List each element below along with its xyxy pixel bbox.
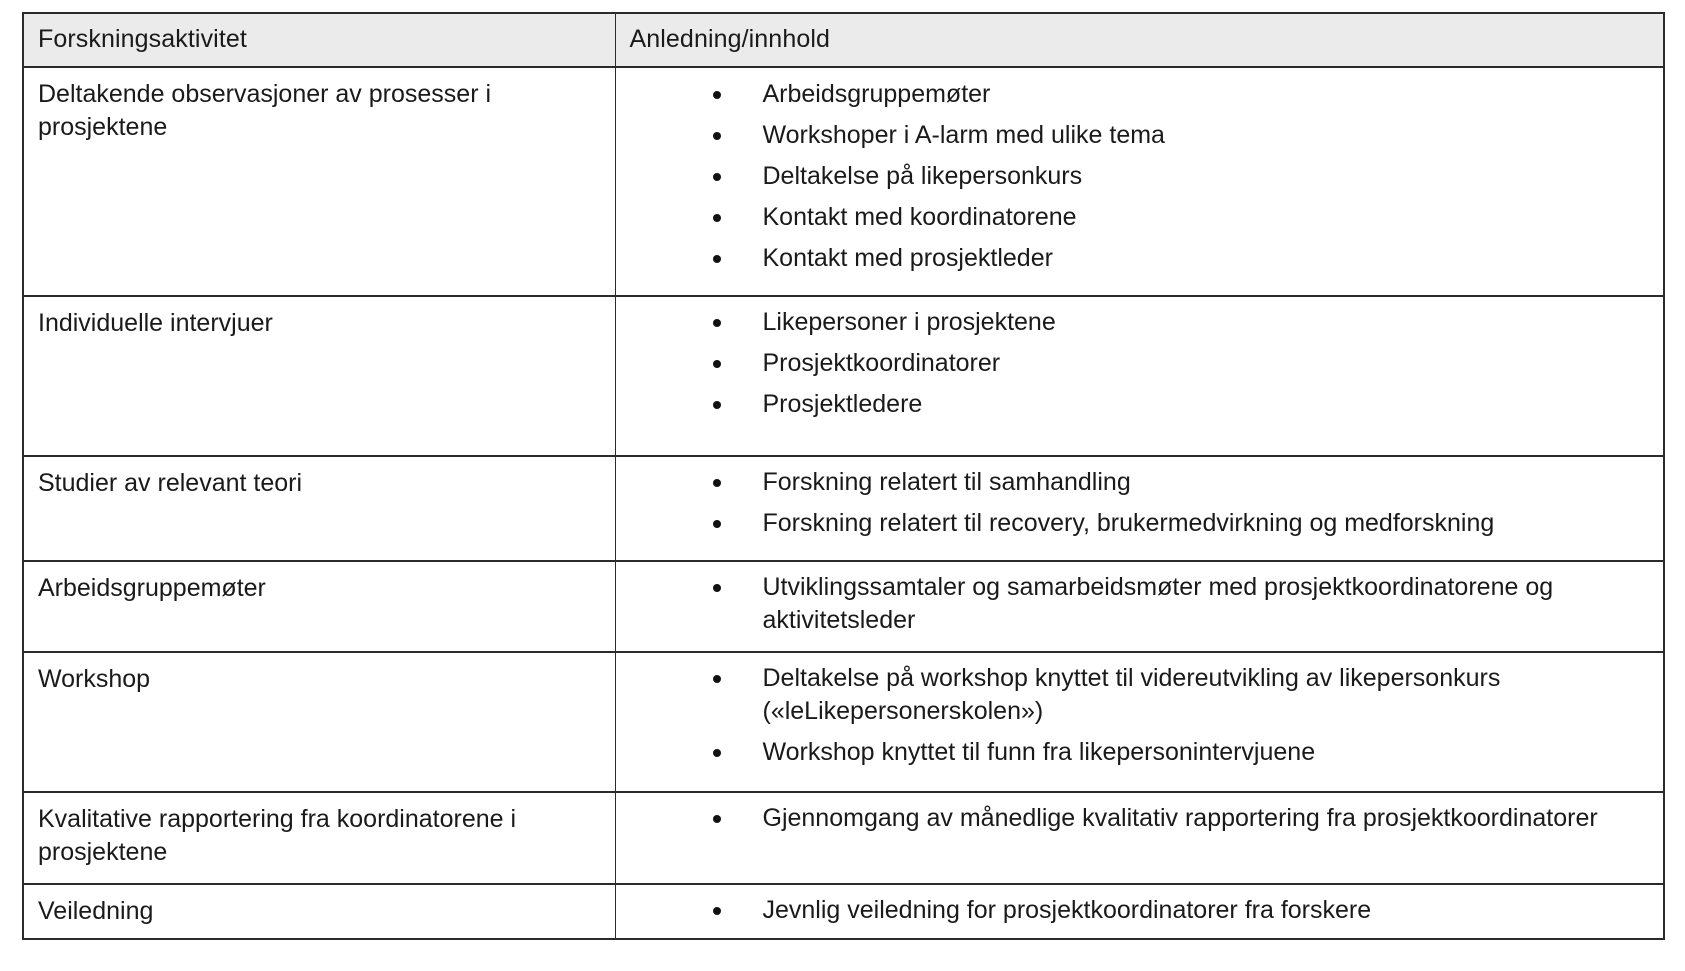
list-item xyxy=(616,736,1646,777)
list-item-label: Workshop knyttet til funn fra likepersonintervjuene xyxy=(762,738,1316,766)
activity-label: Deltakende observasjoner av prosesser i prosjektene xyxy=(38,80,492,141)
table-header xyxy=(23,13,1664,67)
list-item xyxy=(616,160,1646,201)
table-row xyxy=(23,792,1664,884)
list-item xyxy=(616,571,1646,637)
list-item xyxy=(616,347,1646,388)
table-body xyxy=(23,67,1664,939)
bullet-dot-icon xyxy=(713,675,721,683)
table-header-row xyxy=(23,13,1664,67)
column-header-activity xyxy=(23,13,615,67)
cell-content xyxy=(615,67,1664,296)
list-item xyxy=(616,662,1646,736)
activity-label: Veiledning xyxy=(38,897,154,925)
list-item-label: Prosjektkoordinatorer xyxy=(762,349,1001,377)
list-item xyxy=(616,242,1646,283)
activity-label: Workshop xyxy=(38,665,151,693)
activity-label: Arbeidsgruppemøter xyxy=(38,574,266,602)
list-item-label: Kontakt med prosjektleder xyxy=(762,244,1053,272)
cell-content xyxy=(615,884,1664,939)
cell-activity xyxy=(23,561,615,652)
list-item xyxy=(616,507,1646,548)
cell-activity xyxy=(23,67,615,296)
bullet-dot-icon xyxy=(713,584,721,592)
bullet-dot-icon xyxy=(713,479,721,487)
content-bullet-list xyxy=(616,562,1664,651)
cell-activity xyxy=(23,296,615,456)
content-bullet-list xyxy=(616,297,1664,455)
list-item xyxy=(616,894,1646,927)
list-item-label: Workshoper i A-larm med ulike tema xyxy=(762,121,1165,149)
bullet-dot-icon xyxy=(713,319,721,327)
table-row xyxy=(23,296,1664,456)
activity-label: Kvalitative rapportering fra koordinatorene i prosjektene xyxy=(38,805,517,866)
bullet-dot-icon xyxy=(713,749,721,757)
list-item-label: Forskning relatert til recovery, brukermedvirkning og medforskning xyxy=(762,509,1495,537)
cell-content xyxy=(615,296,1664,456)
content-bullet-list xyxy=(616,885,1664,937)
bullet-dot-icon xyxy=(713,214,721,222)
table-row xyxy=(23,884,1664,939)
activity-label: Studier av relevant teori xyxy=(38,469,303,497)
list-item-label: Forskning relatert til samhandling xyxy=(762,468,1131,496)
bullet-dot-icon xyxy=(713,360,721,368)
cell-activity xyxy=(23,884,615,939)
list-item xyxy=(616,119,1646,160)
list-item-label: Jevnlig veiledning for prosjektkoordinatorer fra forskere xyxy=(762,896,1372,924)
list-item-label: Deltakelse på workshop knyttet til videreutvikling av likepersonkurs («leLikepersonerskolen») xyxy=(762,664,1501,725)
table-row xyxy=(23,456,1664,561)
list-item-label: Utviklingssamtaler og samarbeidsmøter med prosjektkoordinatorene og aktivitetsleder xyxy=(762,573,1554,634)
content-bullet-list xyxy=(616,793,1664,849)
cell-content xyxy=(615,456,1664,561)
list-item xyxy=(616,201,1646,242)
bullet-dot-icon xyxy=(713,401,721,409)
bullet-dot-icon xyxy=(713,91,721,99)
bullet-dot-icon xyxy=(713,132,721,140)
table-row xyxy=(23,67,1664,296)
column-header-content-label: Anledning/innhold xyxy=(629,25,830,53)
bullet-dot-icon xyxy=(713,907,721,915)
cell-content xyxy=(615,561,1664,652)
column-header-content xyxy=(615,13,1664,67)
content-bullet-list xyxy=(616,653,1664,791)
list-item xyxy=(616,466,1646,507)
research-activities-table xyxy=(22,12,1665,940)
list-item xyxy=(616,78,1646,119)
list-item xyxy=(616,388,1646,429)
cell-activity xyxy=(23,652,615,792)
list-item-label: Likepersoner i prosjektene xyxy=(762,308,1056,336)
table-row xyxy=(23,561,1664,652)
list-item xyxy=(616,306,1646,347)
list-item-label: Arbeidsgruppemøter xyxy=(762,80,991,108)
list-item xyxy=(616,802,1646,835)
list-item-label: Prosjektledere xyxy=(762,390,923,418)
list-item-label: Gjennomgang av månedlige kvalitativ rapportering fra prosjektkoordinatorer xyxy=(762,804,1598,832)
bullet-dot-icon xyxy=(713,520,721,528)
content-bullet-list xyxy=(616,68,1664,295)
content-bullet-list xyxy=(616,457,1664,560)
cell-content xyxy=(615,652,1664,792)
bullet-dot-icon xyxy=(713,173,721,181)
cell-content xyxy=(615,792,1664,884)
cell-activity xyxy=(23,792,615,884)
bullet-dot-icon xyxy=(713,815,721,823)
list-item-label: Kontakt med koordinatorene xyxy=(762,203,1077,231)
column-header-activity-label: Forskningsaktivitet xyxy=(38,25,247,53)
bullet-dot-icon xyxy=(713,255,721,263)
activity-label: Individuelle intervjuer xyxy=(38,309,273,337)
table-row xyxy=(23,652,1664,792)
list-item-label: Deltakelse på likepersonkurs xyxy=(762,162,1083,190)
cell-activity xyxy=(23,456,615,561)
